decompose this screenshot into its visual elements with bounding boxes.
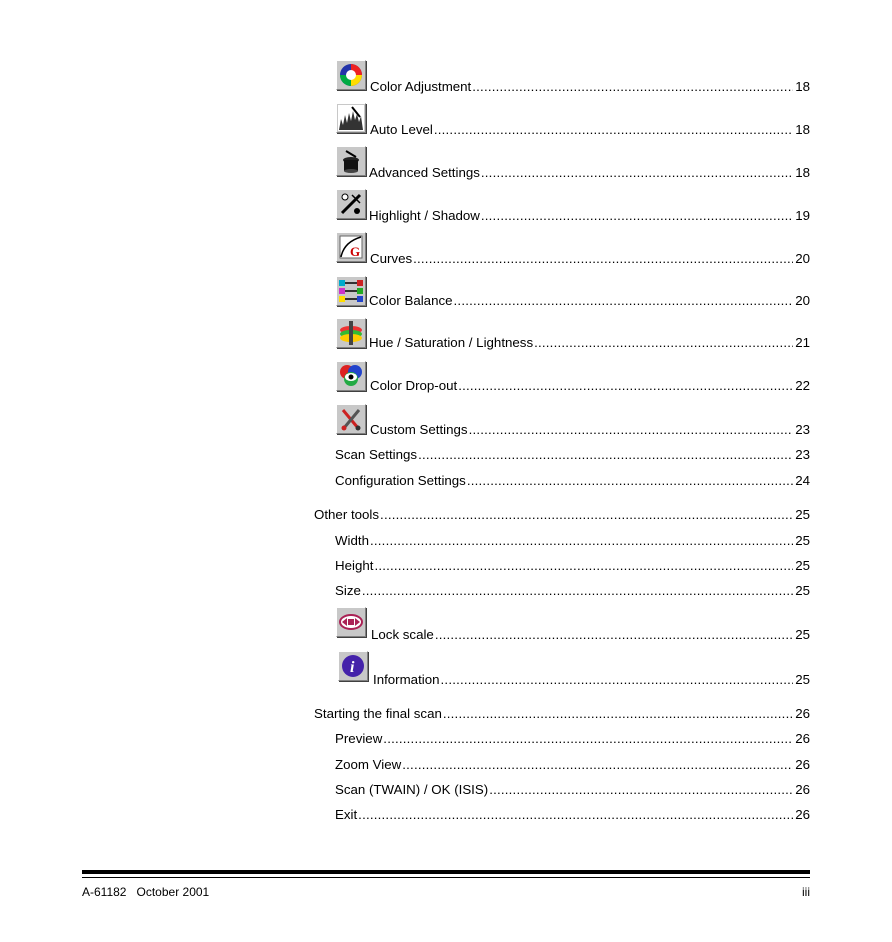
toc-entry[interactable]: [335, 473, 810, 489]
toc-page-number: 20: [795, 293, 810, 308]
toc-entry-label: Scan Settings: [335, 447, 418, 462]
toc-page-number: 26: [795, 706, 810, 721]
toc-page-number: 25: [795, 672, 810, 687]
footer-date: October 2001: [136, 885, 210, 899]
toc-entry-label: Lock scale: [371, 627, 434, 642]
dot-leader: [472, 79, 793, 95]
custom-settings-icon: [336, 404, 366, 434]
toc-entry-label: Information: [373, 672, 440, 687]
toc-entry[interactable]: [370, 251, 810, 267]
dot-leader: [370, 533, 793, 549]
toc-entry[interactable]: [369, 208, 810, 224]
dot-leader: [418, 447, 793, 463]
toc-page-number: 26: [795, 782, 810, 797]
toc-entry-label: Scan (TWAIN) / OK (ISIS): [335, 782, 489, 797]
toc-page-number: 26: [795, 807, 810, 822]
dot-leader: [383, 731, 793, 747]
toc-entry-label: Color Drop-out: [370, 378, 458, 393]
toc-entry[interactable]: [314, 706, 810, 722]
dot-leader: [435, 627, 793, 643]
dot-leader: [469, 422, 794, 438]
dot-leader: [358, 807, 793, 823]
advanced-settings-icon: [336, 146, 366, 176]
dot-leader: [534, 335, 793, 351]
dot-leader: [402, 757, 793, 773]
footer-doc-number: A-61182: [82, 885, 127, 899]
toc-page-number: 26: [795, 757, 810, 772]
auto-level-icon: [336, 103, 366, 133]
svg-text:G: G: [350, 244, 361, 259]
toc-entry-label: Auto Level: [370, 122, 433, 137]
toc-entry-label: Color Adjustment: [370, 79, 472, 94]
toc-entry[interactable]: [335, 757, 810, 773]
toc-entry[interactable]: [314, 507, 810, 523]
toc-entry[interactable]: [373, 672, 810, 688]
dot-leader: [362, 583, 793, 599]
toc-entry[interactable]: [335, 782, 810, 798]
toc-entry-label: Starting the final scan: [314, 706, 442, 721]
footer-doc-info: [82, 885, 209, 899]
color-balance-icon: [336, 276, 366, 306]
toc-entry[interactable]: [370, 422, 810, 438]
color-dropout-icon: [336, 361, 366, 391]
toc-page-number: 25: [795, 533, 810, 548]
toc-entry-label: Size: [335, 583, 361, 598]
toc-page-number: 25: [795, 627, 810, 642]
toc-entry[interactable]: [370, 79, 810, 95]
toc-page-number: 23: [795, 422, 810, 437]
toc-entry-label: Configuration Settings: [335, 473, 466, 488]
information-icon: [338, 651, 368, 681]
toc-entry-label: Width: [335, 533, 369, 548]
highlight-shadow-icon: [336, 189, 366, 219]
curves-icon: [336, 232, 366, 262]
dot-leader: [481, 208, 793, 224]
dot-leader: [467, 473, 793, 489]
toc-entry-label: Other tools: [314, 507, 380, 522]
toc-entry[interactable]: [335, 583, 810, 599]
svg-text:i: i: [350, 659, 355, 676]
color-adjustment-icon: [336, 60, 366, 90]
toc-page-number: 23: [795, 447, 810, 462]
dot-leader: [454, 293, 794, 309]
toc-entry-label: Custom Settings: [370, 422, 468, 437]
toc-entry-label: Hue / Saturation / Lightness: [369, 335, 534, 350]
toc-entry[interactable]: [370, 122, 810, 138]
toc-page-number: 18: [795, 122, 810, 137]
dot-leader: [441, 672, 794, 688]
toc-page-number: 18: [795, 79, 810, 94]
toc-page-number: 18: [795, 165, 810, 180]
toc-entry[interactable]: [369, 335, 810, 351]
toc-entry-label: Highlight / Shadow: [369, 208, 480, 223]
toc-page-number: 22: [795, 378, 810, 393]
footer-divider-thin: [82, 877, 810, 878]
dot-leader: [481, 165, 793, 181]
toc-entry[interactable]: [335, 533, 810, 549]
toc-entry[interactable]: [369, 165, 810, 181]
toc-entry[interactable]: [335, 807, 810, 823]
toc-page-number: 25: [795, 583, 810, 598]
toc-entry[interactable]: [335, 558, 810, 574]
dot-leader: [374, 558, 793, 574]
dot-leader: [380, 507, 793, 523]
lock-scale-icon: [336, 607, 366, 637]
toc-entry-label: Advanced Settings: [369, 165, 480, 180]
toc-page-number: 20: [795, 251, 810, 266]
toc-entry-label: Exit: [335, 807, 358, 822]
toc-entry-label: Preview: [335, 731, 383, 746]
toc-entry-label: Color Balance: [369, 293, 453, 308]
toc-page-number: 26: [795, 731, 810, 746]
toc-entry-label: Zoom View: [335, 757, 402, 772]
toc-entry-label: Height: [335, 558, 374, 573]
toc-page-number: 25: [795, 507, 810, 522]
toc-page-number: 24: [795, 473, 810, 488]
toc-page-number: 21: [795, 335, 810, 350]
toc-entry[interactable]: [335, 447, 810, 463]
toc-entry[interactable]: [335, 731, 810, 747]
footer-divider-thick: [82, 870, 810, 874]
dot-leader: [434, 122, 793, 138]
toc-entry[interactable]: [371, 627, 810, 643]
dot-leader: [413, 251, 793, 267]
dot-leader: [443, 706, 793, 722]
toc-entry[interactable]: [370, 378, 810, 394]
dot-leader: [489, 782, 793, 798]
toc-page-number: 25: [795, 558, 810, 573]
hue-saturation-icon: [336, 318, 366, 348]
toc-entry[interactable]: [369, 293, 810, 309]
footer-page-number: iii: [802, 885, 810, 899]
toc-page-number: 19: [795, 208, 810, 223]
dot-leader: [458, 378, 793, 394]
toc-entry-label: Curves: [370, 251, 413, 266]
